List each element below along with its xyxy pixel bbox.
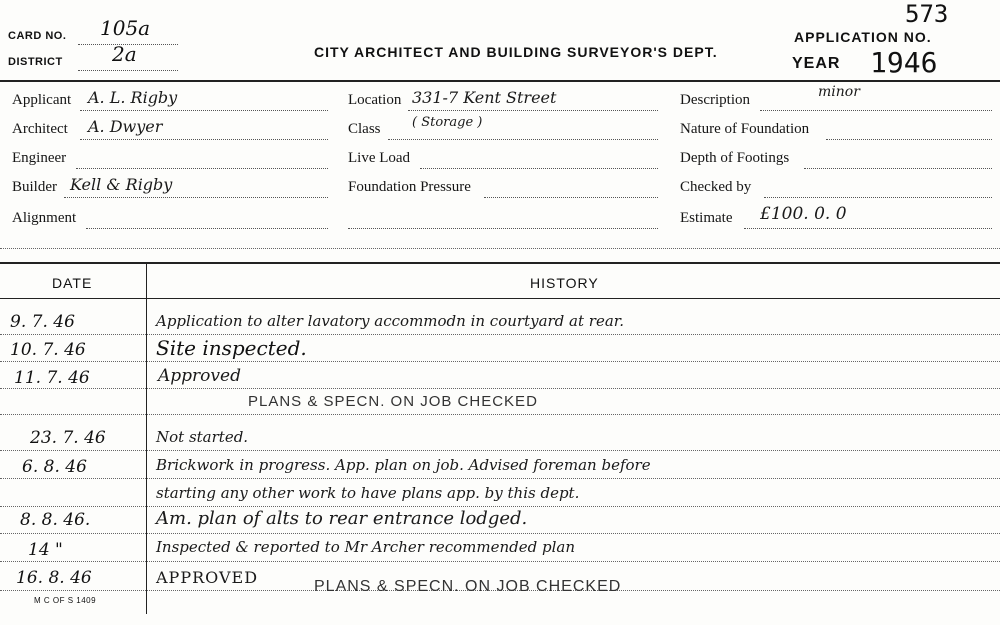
history-entry: APPROVED <box>156 568 259 587</box>
estimate-label: Estimate <box>680 210 733 226</box>
history-date: 9. 7. 46 <box>10 312 75 332</box>
form-code: M C OF S 1409 <box>34 596 97 605</box>
history-entry: Am. plan of alts to rear entrance lodged. <box>156 508 528 529</box>
card-no-value: 105a <box>100 16 151 40</box>
history-entry: Not started. <box>156 428 249 446</box>
history-date: 23. 7. 46 <box>30 428 106 448</box>
district-label: DISTRICT <box>8 56 63 68</box>
history-date: 14 " <box>28 540 63 560</box>
applicant-value: A. L. Rigby <box>88 88 178 107</box>
description-value: minor <box>818 84 860 100</box>
alignment-label: Alignment <box>12 210 77 226</box>
history-date: 8. 8. 46. <box>20 510 91 530</box>
foundation-pressure-label: Foundation Pressure <box>348 179 471 195</box>
application-no-label: APPLICATION NO. <box>794 29 932 45</box>
history-entry: Site inspected. <box>156 336 307 360</box>
history-date: 16. 8. 46 <box>16 568 92 588</box>
application-no-value: 573 <box>905 0 949 28</box>
year-label: YEAR <box>792 55 841 72</box>
history-stamp: PLANS & SPECN. ON JOB CHECKED <box>314 578 622 595</box>
history-entry: Inspected & reported to Mr Archer recommended plan <box>156 538 576 556</box>
page-title: CITY ARCHITECT AND BUILDING SURVEYOR'S DEPT. <box>314 44 718 60</box>
location-value: 331-7 Kent Street <box>412 88 557 107</box>
year-value: 1946 <box>870 46 938 79</box>
estimate-value: £100. 0. 0 <box>760 204 847 224</box>
builder-value: Kell & Rigby <box>70 175 173 194</box>
card-no-label: CARD NO. <box>8 30 67 42</box>
engineer-label: Engineer <box>12 150 67 166</box>
history-date: 11. 7. 46 <box>14 368 90 388</box>
history-column-header: HISTORY <box>530 275 599 291</box>
history-entry: starting any other work to have plans app. by this dept. <box>156 484 580 502</box>
nature-of-foundation-label: Nature of Foundation <box>680 121 810 137</box>
history-entry: Application to alter lavatory accommodn in courtyard at rear. <box>156 312 625 330</box>
description-label: Description <box>680 92 750 108</box>
live-load-label: Live Load <box>348 150 411 166</box>
district-value: 2a <box>112 42 137 66</box>
history-entry: Approved <box>158 366 241 386</box>
class-label: Class <box>348 121 381 137</box>
architect-label: Architect <box>12 121 68 137</box>
location-label: Location <box>348 92 402 108</box>
history-date: 6. 8. 46 <box>22 457 87 477</box>
architect-value: A. Dwyer <box>88 117 163 136</box>
class-value: ( Storage ) <box>412 115 483 130</box>
applicant-label: Applicant <box>12 92 72 108</box>
checked-by-label: Checked by <box>680 179 752 195</box>
builder-label: Builder <box>12 179 57 195</box>
history-date: 10. 7. 46 <box>10 340 86 360</box>
date-column-header: DATE <box>52 275 93 291</box>
depth-of-footings-label: Depth of Footings <box>680 150 790 166</box>
history-entry: Brickwork in progress. App. plan on job. Advised foreman before <box>156 456 651 474</box>
history-stamp: PLANS & SPECN. ON JOB CHECKED <box>248 393 538 410</box>
